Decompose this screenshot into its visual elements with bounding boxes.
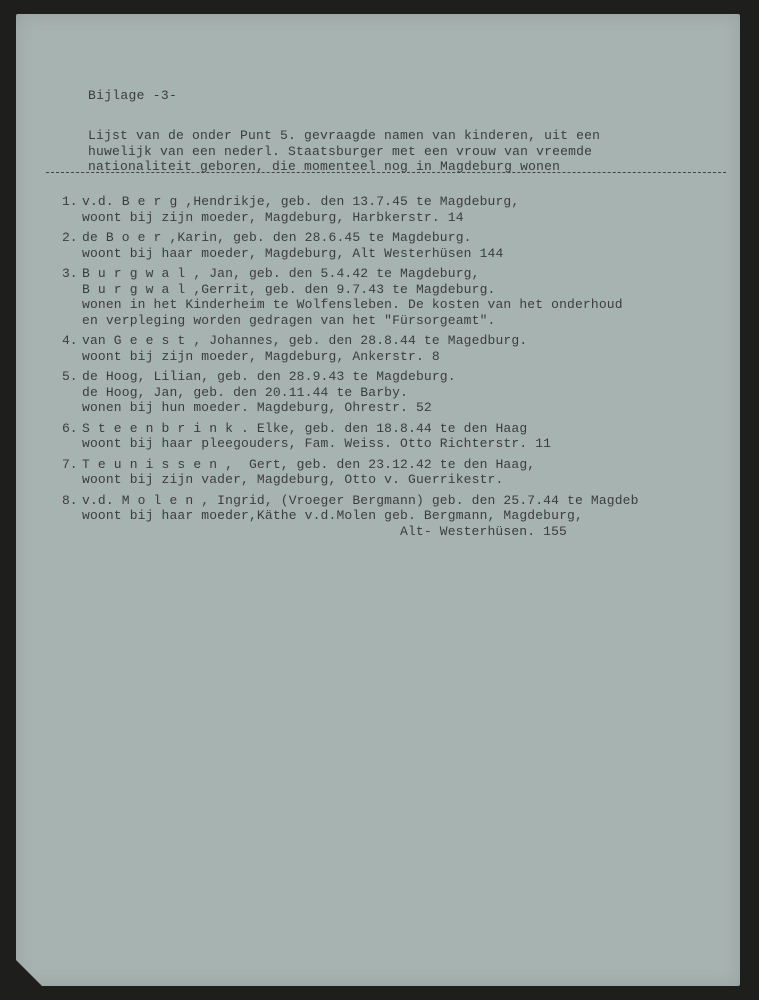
document-title: Bijlage -3- [88, 88, 178, 103]
list-item-line: de Hoog, Lilian, geb. den 28.9.43 te Magdeburg. [82, 369, 456, 384]
list-item [62, 266, 742, 328]
list-item-number: 3. [62, 266, 78, 281]
list-item-number: 1. [62, 194, 78, 209]
list-item-number: 2. [62, 230, 78, 245]
list-item [62, 421, 742, 452]
list-item-line: B u r g w a l ,Gerrit, geb. den 9.7.43 te Magdeburg. [82, 281, 496, 297]
list-item-line: woont bij haar moeder, Magdeburg, Alt Westerhüsen 144 [82, 245, 504, 261]
list-item-number: 5. [62, 369, 78, 384]
heading-underline [46, 172, 726, 173]
list-item-line: B u r g w a l , Jan, geb. den 5.4.42 te Magdeburg, [82, 266, 480, 281]
list-item [62, 457, 742, 488]
list-item [62, 230, 742, 261]
list-item [62, 493, 742, 540]
list-item-line: S t e e n b r i n k . Elke, geb. den 18.8.44 te den Haag [82, 420, 528, 436]
list-item-number: 8. [62, 492, 78, 508]
list-item-line: de B o e r ,Karin, geb. den 28.6.45 te Magdeburg. [82, 230, 472, 245]
list-item-line: woont bij zijn vader, Magdeburg, Otto v. Guerrikestr. [82, 472, 504, 487]
heading-line-2: huwelijk van een nederl. Staatsburger met een vrouw van vreemde [88, 143, 593, 159]
list-item-line: de Hoog, Jan, geb. den 20.11.44 te Barby. [82, 384, 409, 400]
list-item-line: woont bij haar moeder,Käthe v.d.Molen geb. Bergmann, Magdeburg, [82, 508, 583, 523]
document-page [16, 14, 740, 986]
list-item-line: Alt- Westerhüsen. 155 [400, 523, 567, 539]
heading-line-1: Lijst van de onder Punt 5. gevraagde namen van kinderen, uit een [88, 128, 601, 143]
document-heading [88, 128, 728, 175]
children-list [62, 194, 742, 544]
list-item-line: v.d. B e r g ,Hendrikje, geb. den 13.7.45 te Magdeburg, [82, 194, 520, 209]
list-item [62, 333, 742, 364]
list-item-line: van G e e s t , Johannes, geb. den 28.8.44 te Magedburg. [82, 333, 528, 348]
list-item-line: woont bij haar pleegouders, Fam. Weiss. Otto Richterstr. 11 [82, 436, 552, 451]
list-item-line: woont bij zijn moeder, Magdeburg, Harbkerstr. 14 [82, 209, 464, 225]
list-item-number: 4. [62, 333, 78, 348]
list-item-line: wonen in het Kinderheim te Wolfensleben. De kosten van het onderhoud [82, 297, 623, 312]
list-item-number: 7. [62, 456, 78, 472]
list-item-line: wonen bij hun moeder. Magdeburg, Ohrestr. 52 [82, 400, 432, 415]
list-item-line: en verpleging worden gedragen van het "Fürsorgeamt". [82, 312, 496, 328]
list-item-line: v.d. M o l e n , Ingrid, (Vroeger Bergmann) geb. den 25.7.44 te Magdeb [82, 492, 639, 508]
list-item-line: woont bij zijn moeder, Magdeburg, Ankerstr. 8 [82, 348, 440, 364]
list-item-number: 6. [62, 420, 78, 436]
heading-line-3: nationaliteit geboren, die momenteel nog in Magdeburg wonen [88, 159, 561, 174]
list-item [62, 369, 742, 416]
list-item [62, 194, 742, 225]
list-item-line: T e u n i s s e n , Gert, geb. den 23.12.42 te den Haag, [82, 456, 536, 472]
